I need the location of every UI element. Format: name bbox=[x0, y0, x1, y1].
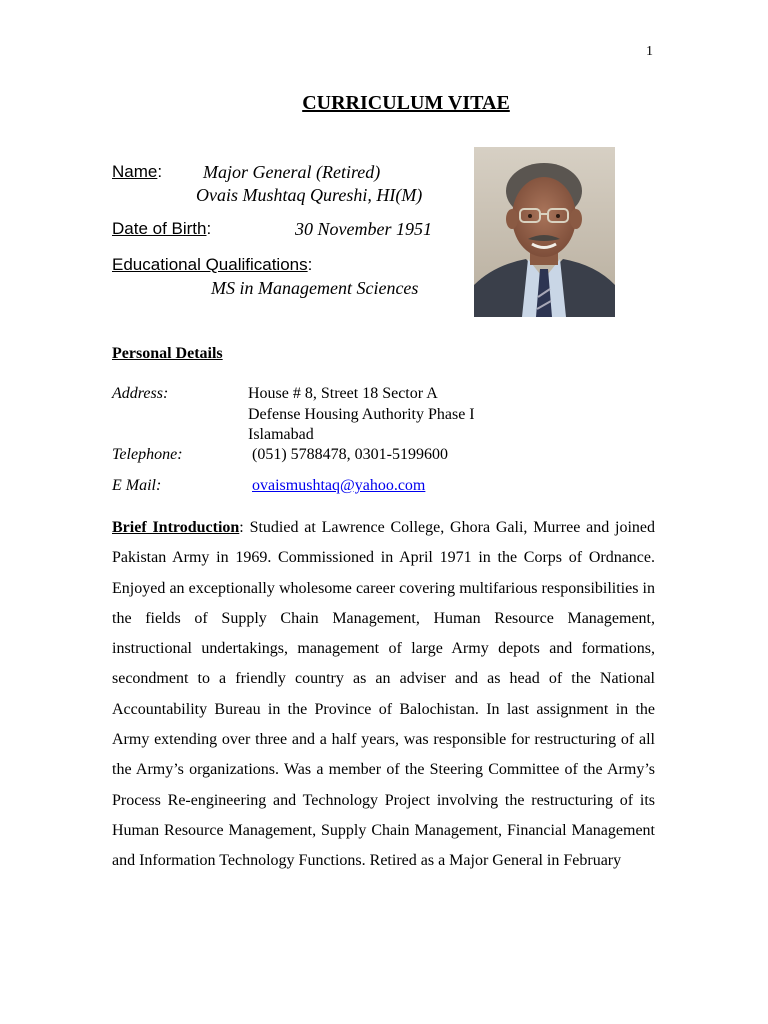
document-title: CURRICULUM VITAE bbox=[302, 92, 510, 114]
address-line-3: Islamabad bbox=[248, 426, 314, 443]
email-row bbox=[252, 477, 425, 495]
name-label-row: Name: bbox=[112, 162, 163, 181]
telephone-label: Telephone bbox=[112, 446, 178, 463]
dob-value: 30 November 1951 bbox=[295, 219, 432, 239]
name-line-1: Major General (Retired) bbox=[203, 162, 381, 182]
page-number: 1 bbox=[646, 44, 653, 59]
personal-details-heading: Personal Details bbox=[112, 345, 223, 362]
brief-introduction-text: Studied at Lawrence College, Ghora Gali, Murree and joined Pakistan Army in 1969. Commissioned in April 1971 in the Corps of Ordnance. Enjoyed an exceptionally wholesome career covering multifarious responsibilities in the fields of Supply Chain Management, Human Resource Management, instructional undertakings, management of large Army depots and formations, secondment to a friendly country as an adviser and as head of the National Accountability Bureau in the Province of Balochistan. In last assignment in the Army extending over three and a half years, was responsible for restructuring of all the Army’s organizations. Was a member of the Steering Committee of the Army’s Process Re-engineering and Technology Project involving the restructuring of its Human Resource Management, Supply Chain Management, Financial Management and Information Technology Functions. Retired as a Major General in February bbox=[112, 519, 656, 870]
brief-introduction: Brief Introduction: Studied at Lawrence College, Ghora Gali, Murree and joined Pakistan Army in 1969. Commissioned in April 1971 in the Corps of Ordnance. Enjoyed an exceptionally wholesome career covering multifarious responsibilities in the fields of Supply Chain Management, Human Resource Management, instructional undertakings, management of large Army depots and formations, secondment to a friendly country as an adviser and as head of the National Accountability Bureau in the Province of Balochistan. In last assignment in the Army extending over three and a half years, was responsible for restructuring of all the Army’s organizations. Was a member of the Steering Committee of the Army’s Process Re-engineering and Technology Project involving the restructuring of its Human Resource Management, Supply Chain Management, Financial Management and Information Technology Functions. Retired as a Major General in February bbox=[112, 519, 656, 870]
email-label-row: E Mail: bbox=[112, 477, 162, 494]
brief-introduction-label: Brief Introduction bbox=[112, 519, 240, 536]
telephone-value: (051) 5788478, 0301-5199600 bbox=[252, 446, 448, 463]
dob-label-row: Date of Birth: bbox=[112, 219, 212, 238]
name-label: Name bbox=[112, 162, 158, 181]
address-label-row: Address: bbox=[112, 385, 169, 402]
dob-label: Date of Birth bbox=[112, 219, 207, 238]
address-label: Address bbox=[112, 385, 163, 402]
email-link[interactable]: ovaismushtaq@yahoo.com bbox=[252, 477, 426, 494]
edu-label: Educational Qualifications bbox=[112, 255, 308, 274]
email-label: E Mail bbox=[112, 477, 156, 494]
edu-label-row: Educational Qualifications: bbox=[112, 255, 313, 274]
address-line-2: Defense Housing Authority Phase I bbox=[248, 406, 475, 423]
telephone-label-row: Telephone: bbox=[112, 446, 183, 463]
address-line-1: House # 8, Street 18 Sector A bbox=[248, 385, 438, 402]
portrait-photo bbox=[474, 147, 615, 317]
edu-value: MS in Management Sciences bbox=[211, 278, 419, 298]
name-line-2: Ovais Mushtaq Qureshi, HI(M) bbox=[196, 185, 423, 205]
